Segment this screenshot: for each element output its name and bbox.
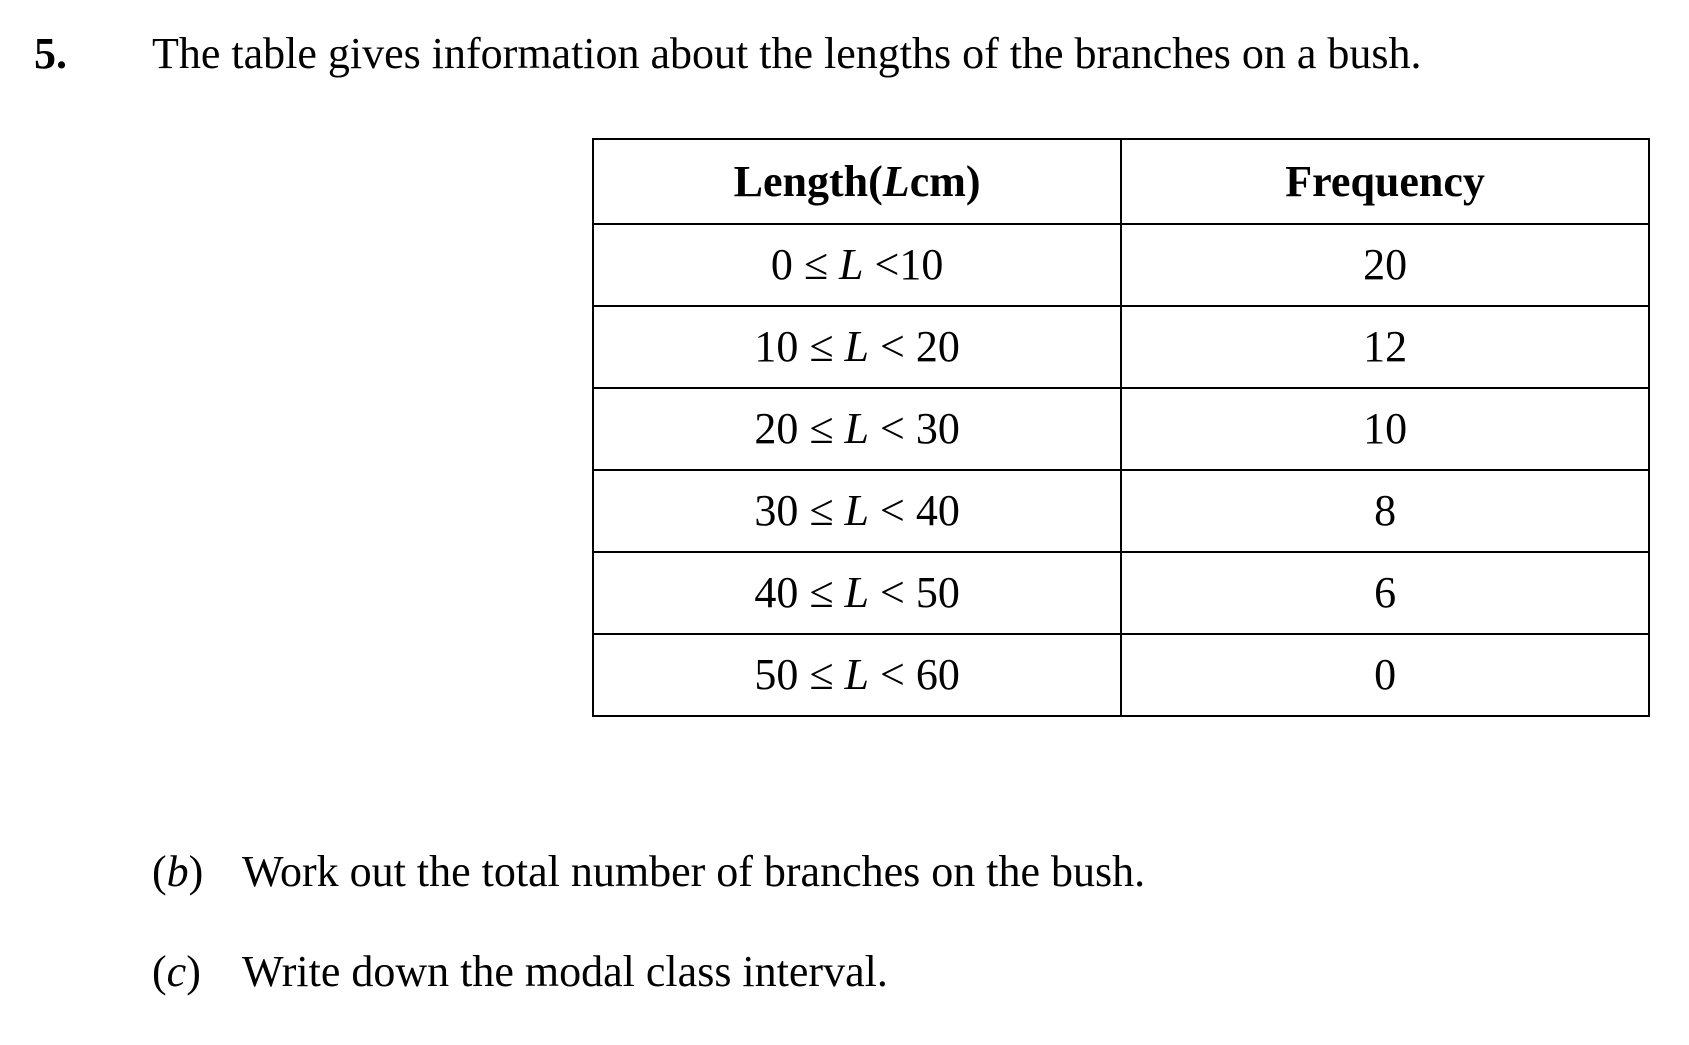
frequency-column-header: Frequency	[1121, 139, 1649, 224]
length-interval-cell	[593, 388, 1121, 470]
interval-lower-bound: 20	[754, 404, 799, 453]
less-equal-symbol: ≤	[809, 568, 834, 617]
part-label	[152, 942, 242, 1002]
length-variable: L	[844, 568, 870, 617]
length-header-suffix: cm)	[909, 156, 981, 206]
interval-upper-bound: 10	[899, 240, 944, 289]
table-row	[593, 552, 1649, 634]
interval-lower-bound: 0	[770, 240, 793, 289]
less-equal-symbol: ≤	[809, 650, 834, 699]
question-part-b	[152, 842, 1145, 902]
less-equal-symbol: ≤	[803, 240, 829, 289]
question-part-c	[152, 942, 888, 1002]
less-than-symbol: <	[880, 568, 905, 617]
length-variable: L	[839, 240, 864, 289]
part-close-paren: )	[188, 847, 204, 896]
frequency-table	[592, 138, 1650, 717]
part-letter: b	[166, 847, 189, 896]
length-interval-cell	[593, 224, 1121, 306]
less-than-symbol: <	[880, 486, 905, 535]
part-open-paren: (	[152, 847, 167, 896]
frequency-cell: 8	[1121, 470, 1649, 552]
table-row	[593, 634, 1649, 716]
part-text: Work out the total number of branches on the bush.	[242, 847, 1146, 896]
part-label	[152, 842, 242, 902]
interval-upper-bound: 60	[915, 650, 960, 699]
part-close-paren: )	[186, 947, 201, 996]
length-interval-cell	[593, 470, 1121, 552]
interval-upper-bound: 40	[915, 486, 960, 535]
interval-lower-bound: 50	[754, 650, 799, 699]
length-variable: L	[844, 650, 870, 699]
table-row	[593, 388, 1649, 470]
frequency-cell: 0	[1121, 634, 1649, 716]
frequency-cell: 6	[1121, 552, 1649, 634]
question-number: 5.	[34, 29, 67, 78]
less-than-symbol: <	[880, 650, 905, 699]
less-equal-symbol: ≤	[809, 404, 834, 453]
length-interval-cell	[593, 306, 1121, 388]
length-interval-cell	[593, 634, 1121, 716]
interval-upper-bound: 50	[915, 568, 960, 617]
table-row	[593, 470, 1649, 552]
length-interval-cell	[593, 552, 1121, 634]
less-than-symbol: <	[880, 322, 905, 371]
less-equal-symbol: ≤	[809, 322, 834, 371]
part-letter: c	[166, 947, 187, 996]
part-text: Write down the modal class interval.	[242, 947, 888, 996]
interval-lower-bound: 30	[754, 486, 799, 535]
less-than-symbol: <	[874, 240, 900, 289]
less-than-symbol: <	[880, 404, 905, 453]
length-variable: L	[844, 322, 870, 371]
interval-lower-bound: 10	[754, 322, 799, 371]
table-row	[593, 224, 1649, 306]
length-header-prefix: Length(	[733, 156, 883, 206]
interval-lower-bound: 40	[754, 568, 799, 617]
less-equal-symbol: ≤	[809, 486, 834, 535]
length-variable: L	[844, 404, 870, 453]
length-header-variable: L	[882, 156, 910, 206]
frequency-cell: 12	[1121, 306, 1649, 388]
interval-upper-bound: 20	[915, 322, 960, 371]
table-header-row	[593, 139, 1649, 224]
interval-upper-bound: 30	[915, 404, 960, 453]
frequency-cell: 10	[1121, 388, 1649, 470]
frequency-cell: 20	[1121, 224, 1649, 306]
length-variable: L	[844, 486, 870, 535]
question-text: The table gives information about the lengths of the branches on a bush.	[152, 29, 1422, 78]
length-column-header	[593, 139, 1121, 224]
part-open-paren: (	[152, 947, 167, 996]
table-row	[593, 306, 1649, 388]
